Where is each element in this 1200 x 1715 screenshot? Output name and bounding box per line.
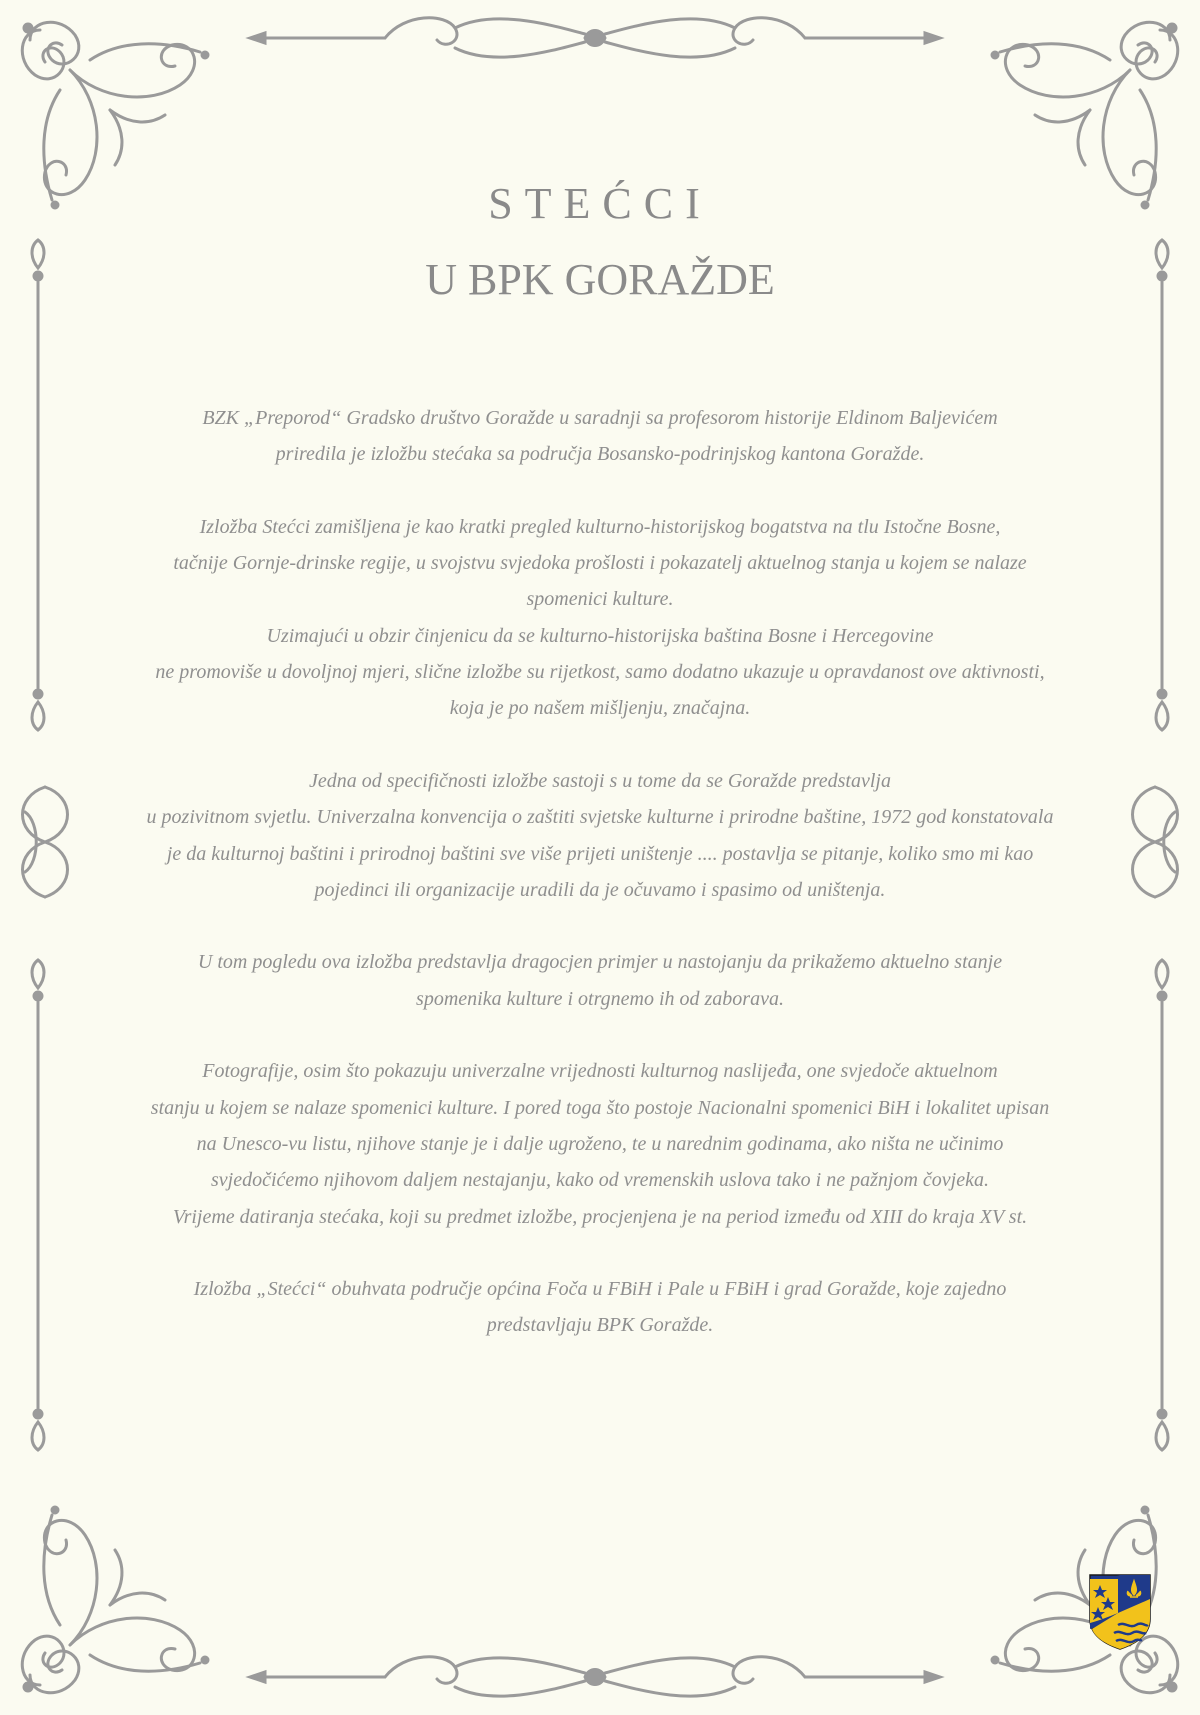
- text-line: ne promoviše u dovoljnoj mjeri, slične izložbe su rijetkost, samo dodatno ukazuje u opravdanost ove aktivnosti,: [155, 661, 1045, 684]
- text-line: Fotografije, osim što pokazuju univerzalne vrijednosti kulturnog naslijeđa, one svjedoče aktuelnom: [202, 1060, 998, 1083]
- paragraph-example: [60, 944, 1140, 1017]
- text-line: tačnije Gornje-drinske regije, u svojstvu svjedoka prošlosti i pokazatelj aktuelnog stanja u kojem se nalaze: [173, 552, 1027, 575]
- text-line: svjedočićemo njihovom daljem nestajanju, kako od vremenskih uslova tako i ne pažnjom čovjeka.: [211, 1169, 989, 1192]
- page-subtitle: U BPK GORAŽDE: [425, 255, 775, 304]
- text-line: Izložba „Stećci“ obuhvata područje općina Foča u FBiH i Pale u FBiH i grad Goražde, koje zajedno: [193, 1278, 1007, 1301]
- text-line: Uzimajući u obzir činjenicu da se kulturno-historijska baština Bosne i Hercegovine: [266, 624, 934, 647]
- text-line: stanju u kojem se nalaze spomenici kulture. I pored toga što postoje Nacionalni spomenici BiH i lokalitet upisan: [150, 1096, 1050, 1119]
- text-line: je da kulturnoj baštini i prirodnoj baštini sve više prijeti uništenje .... postavlja se pitanje, koliko smo mi kao: [166, 842, 1034, 865]
- paragraph-coverage: [60, 1271, 1140, 1344]
- text-line: Jedna od specifičnosti izložbe sastoji s u tome da se Goražde predstavlja: [309, 769, 891, 792]
- page-title: STEĆCI: [488, 179, 712, 228]
- text-line: U tom pogledu ova izložba predstavlja dragocjen primjer u nastojanju da prikažemo aktuelno stanje: [197, 951, 1003, 974]
- coat-of-arms-icon: [1088, 1573, 1152, 1651]
- text-line: priredila je izložbu stećaka sa područja Bosansko-podrinjskog kantona Goražde.: [275, 443, 925, 466]
- text-line: spomenici kulture.: [526, 588, 674, 611]
- paragraph-concept: [60, 509, 1140, 727]
- text-line: u pozivitnom svjetlu. Univerzalna konvencija o zaštiti svjetske kulturne i prirodne baštine, 1972 god konstatovala: [146, 806, 1054, 829]
- paragraph-intro: [60, 400, 1140, 473]
- text-line: BZK „Preporod“ Gradsko društvo Goražde u saradnji sa profesorom historije Eldinom Baljevićem: [202, 407, 998, 429]
- text-line: Vrijeme datiranja stećaka, koji su predmet izložbe, procjenjena je na period između od XIII do kraja XV st.: [172, 1205, 1028, 1228]
- body-text: [60, 400, 1140, 1344]
- text-line: pojedinci ili organizacije uradili da je očuvamo i spasimo od uništenja.: [314, 878, 886, 901]
- text-line: koja je po našem mišljenju, značajna.: [449, 697, 751, 720]
- paragraph-photographs: [60, 1053, 1140, 1234]
- text-line: na Unesco-vu listu, njihove stanje je i dalje ugroženo, te u narednim godinama, ako ništa ne učinimo: [196, 1132, 1004, 1155]
- text-line: Izložba Stećci zamišljena je kao kratki pregled kulturno-historijskog bogatstva na tlu Istočne Bosne,: [199, 515, 1001, 538]
- text-line: spomenika kulture i otrgnemo ih od zaborava.: [416, 987, 784, 1010]
- text-line: predstavljaju BPK Goražde.: [486, 1314, 714, 1337]
- paragraph-specificity: [60, 763, 1140, 908]
